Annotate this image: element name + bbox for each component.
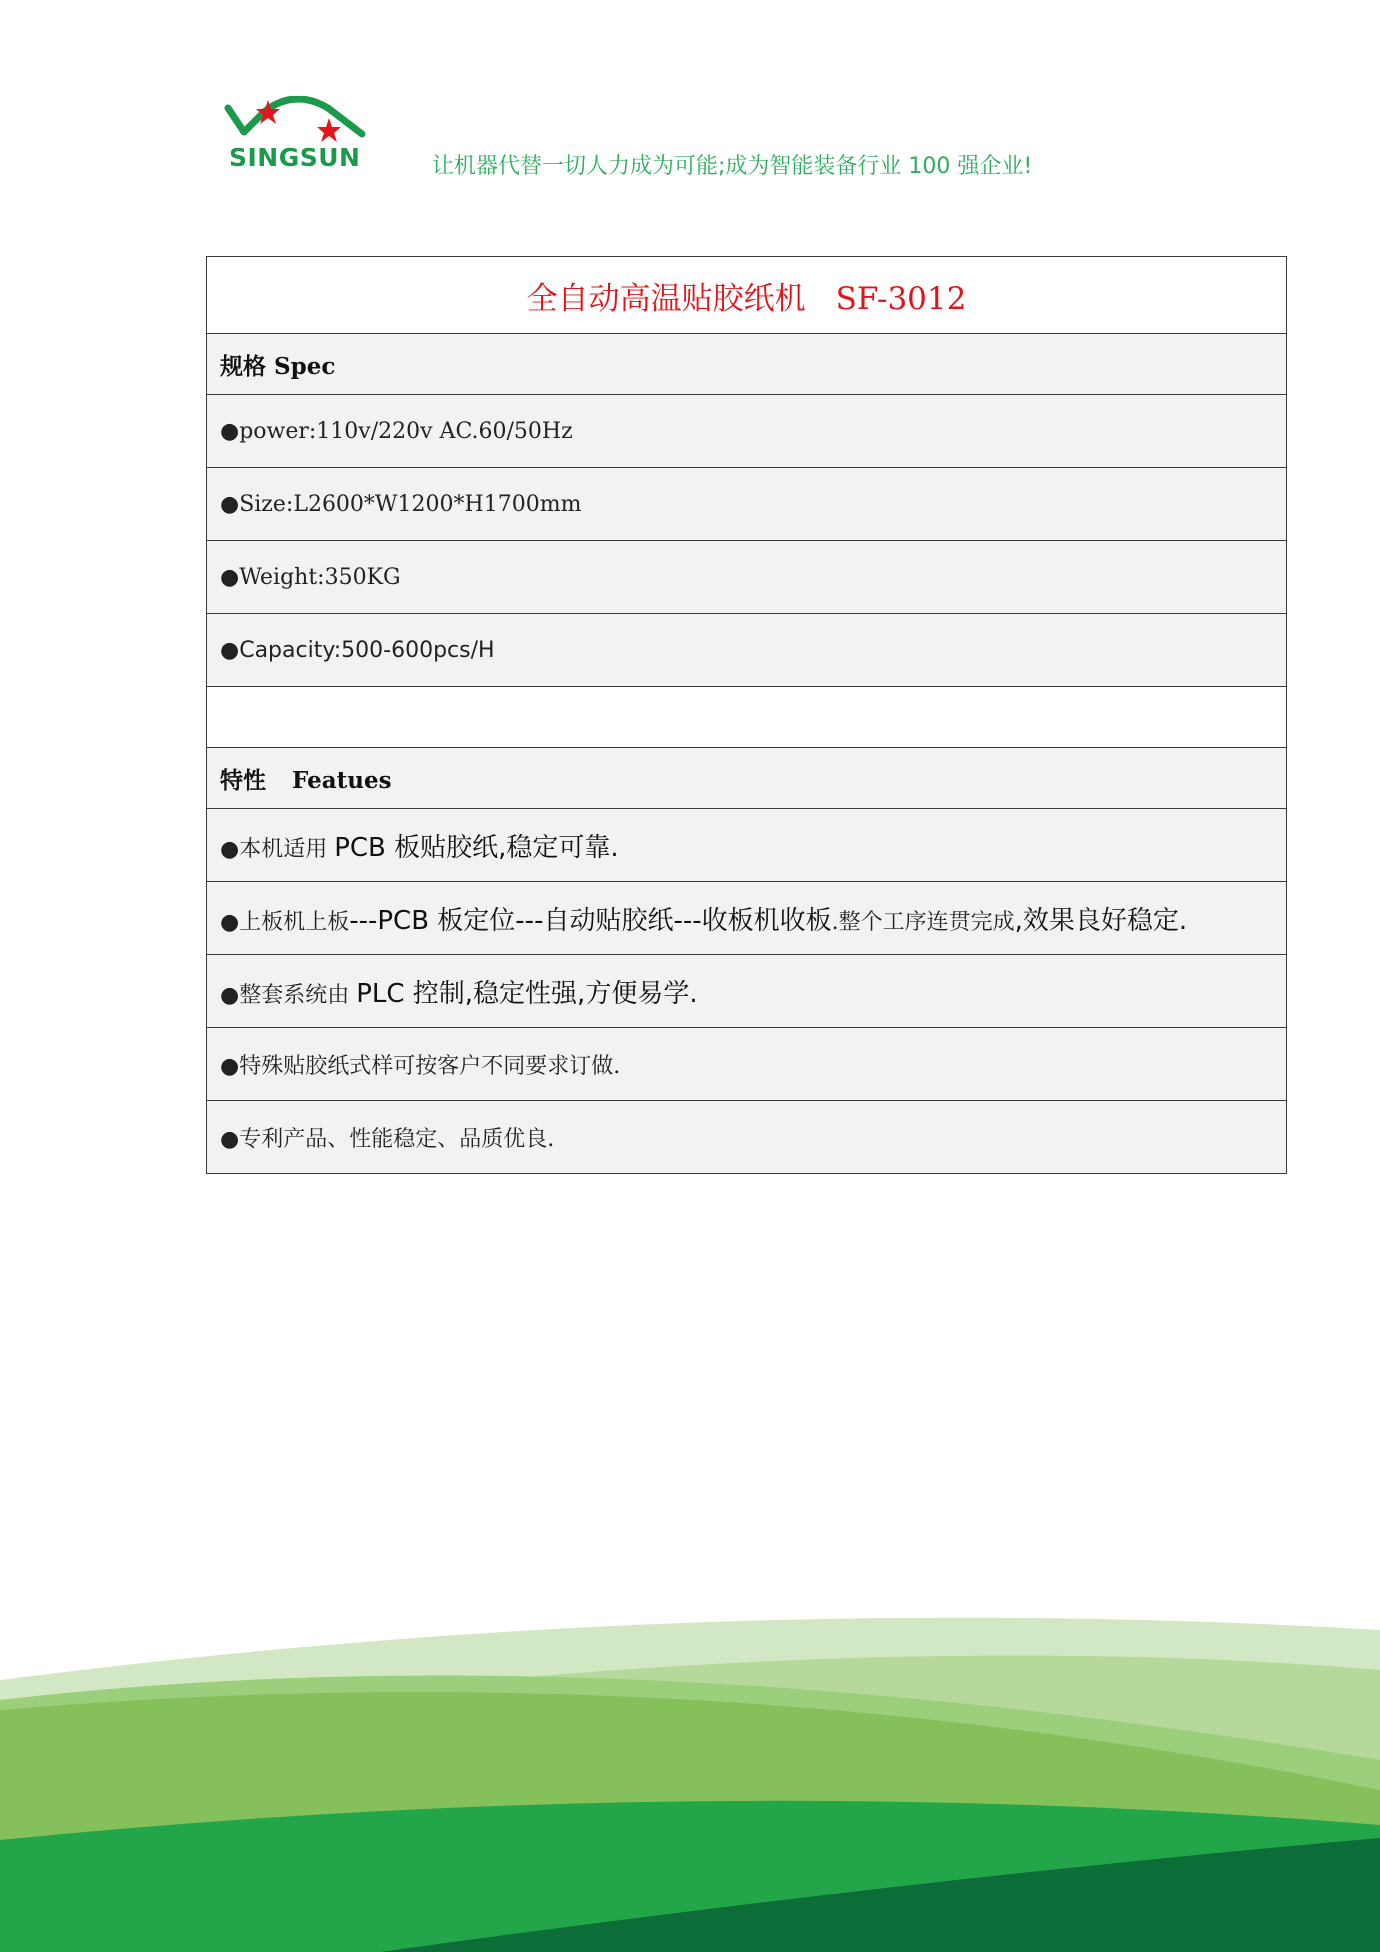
company-slogan: 让机器代替一切人力成为可能;成为智能装备行业 100 强企业! [432, 154, 1033, 179]
logo-wordmark: SINGSUN [229, 143, 361, 172]
logo-mark-icon [224, 96, 370, 146]
bullet-icon: ● [220, 982, 240, 1008]
bullet-icon: ● [220, 637, 240, 663]
feature-row [207, 882, 1287, 955]
bullet-icon: ● [220, 1053, 240, 1079]
spec-row [207, 541, 1287, 614]
bullet-icon: ● [220, 909, 240, 935]
feature-row [207, 1101, 1287, 1174]
feature-text: 特殊贴胶纸式样可按客户不同要求订做. [239, 1053, 621, 1079]
spacer-row [207, 687, 1287, 748]
feature-text: 专利产品、性能稳定、品质优良. [239, 1126, 555, 1152]
features-heading-en: Featues [292, 766, 392, 794]
spec-heading-cn: 规格 [220, 352, 266, 380]
spec-size: Size:L2600*W1200*H1700mm [239, 491, 582, 517]
feature-text: PLC 控制,稳定性强,方便易学. [356, 978, 698, 1009]
feature-text: 整套系统由 [239, 982, 357, 1008]
bullet-icon: ● [220, 564, 240, 590]
feature-text: ,效果良好稳定. [1014, 905, 1188, 936]
feature-text: 上板机上板 [239, 909, 350, 935]
green-wave-decoration [0, 1610, 1380, 1952]
feature-row [207, 955, 1287, 1028]
product-name: 全自动高温贴胶纸机 [526, 280, 806, 317]
bullet-icon: ● [220, 491, 240, 517]
table-title-row [207, 257, 1287, 334]
spec-capacity: Capacity:500-600pcs/H [239, 637, 495, 663]
product-spec-table [206, 256, 1287, 1174]
feature-row [207, 1028, 1287, 1101]
bullet-icon: ● [220, 418, 240, 444]
spec-heading-en: Spec [274, 352, 336, 380]
bullet-icon: ● [220, 836, 240, 862]
feature-text: ---PCB 板定位---自动贴胶纸---收板机收板 [349, 905, 832, 936]
spec-power: power:110v/220v AC.60/50Hz [239, 418, 573, 444]
spec-row [207, 468, 1287, 541]
feature-text: 本机适用 [239, 836, 335, 862]
features-heading-row [207, 748, 1287, 809]
feature-row [207, 809, 1287, 882]
spec-row [207, 395, 1287, 468]
spec-heading-row [207, 334, 1287, 395]
bullet-icon: ● [220, 1126, 240, 1152]
features-heading-cn: 特性 [220, 766, 266, 794]
feature-text: .整个工序连贯完成 [831, 909, 1015, 935]
product-model: SF-3012 [835, 280, 967, 317]
red-star-icon [317, 118, 341, 142]
spec-weight: Weight:350KG [239, 564, 401, 590]
product-title [207, 257, 1287, 334]
spec-row [207, 614, 1287, 687]
feature-text: PCB 板贴胶纸,稳定可靠. [334, 832, 619, 863]
